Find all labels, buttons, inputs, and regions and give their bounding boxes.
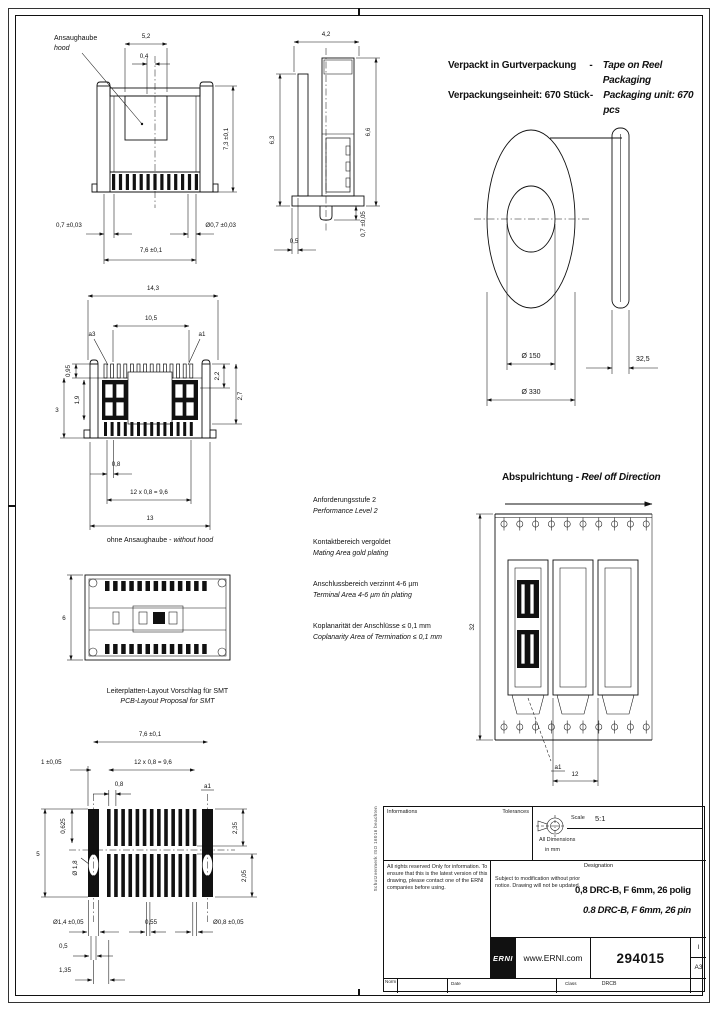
class-label: Class xyxy=(565,981,577,986)
tolerances-label: Tolerances xyxy=(502,809,529,815)
side-view xyxy=(262,18,397,268)
dim-tape-width xyxy=(469,514,493,740)
dim-text: 2,7 xyxy=(237,391,244,401)
fold-mark xyxy=(8,505,15,507)
dim-3 xyxy=(55,378,90,438)
heading-en: Reel off Direction xyxy=(581,472,661,483)
dim-outer-dia xyxy=(487,292,575,406)
fold-mark xyxy=(358,8,360,15)
date-label: Date xyxy=(451,981,461,986)
projection-symbol-icon xyxy=(536,815,566,837)
datum-text: a1 xyxy=(554,764,562,771)
heading-de: Abspulrichtung xyxy=(502,472,574,483)
dim-offset xyxy=(41,759,91,806)
dim-pitch-total xyxy=(109,759,195,770)
title-block xyxy=(383,806,705,992)
erni-logo xyxy=(491,938,516,979)
logo-text: ERNI xyxy=(493,953,513,963)
top-view-label xyxy=(75,536,245,545)
label-en: hood xyxy=(54,45,70,52)
legal-text: Subject to modification without prior notice. Drawing will not be updated. xyxy=(495,876,581,889)
empty-cell xyxy=(398,979,448,993)
datum-text: a1 xyxy=(204,783,211,790)
datum-a1 xyxy=(528,698,565,771)
sheet-size: A3 xyxy=(694,964,703,971)
note-de: Koplanarität der Anschlüsse ≤ 0,1 mm xyxy=(313,623,431,630)
pcb-layout-heading xyxy=(70,687,265,707)
dim-pitch xyxy=(93,781,131,806)
fold-mark xyxy=(358,989,360,996)
scale-value: 5:1 xyxy=(595,814,606,823)
dim-text: 7,3 ±0,1 xyxy=(223,127,230,151)
top-view-drawing xyxy=(55,548,260,693)
dim-pin-left xyxy=(56,194,132,264)
dim-2-2 xyxy=(200,364,230,388)
label-en: without hood xyxy=(173,537,214,544)
designation-label: Designation xyxy=(583,863,614,869)
designation-en: 0.8 DRC-B, F 6mm, 26 pin xyxy=(583,905,691,916)
divider xyxy=(567,828,703,829)
dim-text: 1,9 xyxy=(74,395,81,405)
dim-inner-width xyxy=(113,315,189,362)
dim-text: 12 x 0,8 = 9,6 xyxy=(130,489,168,496)
note-de: Anforderungsstufe 2 xyxy=(313,497,377,504)
sprocket-holes-bottom xyxy=(501,721,649,734)
dim-text: 4,2 xyxy=(321,31,331,38)
label-de: Ansaughaube xyxy=(54,35,98,42)
dim-text: 1 ±0,05 xyxy=(41,759,62,766)
dim-pad-width xyxy=(175,902,244,936)
dim-text: 0,95 xyxy=(65,364,72,378)
dim-text: 10,5 xyxy=(144,315,158,322)
dim-text: 12 xyxy=(571,771,579,778)
dim-6-6 xyxy=(356,58,380,206)
dim-text: 0,8 xyxy=(114,781,124,788)
dim-pin-right xyxy=(170,194,237,264)
dim-text: 7,6 ±0,1 xyxy=(139,247,163,254)
dim-text: Ø0,7 ±0,03 xyxy=(205,222,236,229)
front-view-detail xyxy=(42,272,257,537)
protection-note: Schutzvermerk ISO 16016 beachten xyxy=(373,806,378,892)
packaging-en: Packaging unit: 670 pcs xyxy=(603,90,694,116)
dim-6-3 xyxy=(269,74,296,206)
legal-cell xyxy=(384,861,491,979)
dim-text: 0,5 xyxy=(289,238,299,245)
dim-1-9 xyxy=(74,380,84,420)
dim-text: 3 xyxy=(55,407,59,414)
dim-0-55 xyxy=(129,902,166,936)
dim-5-2 xyxy=(125,33,167,92)
tape-diagram xyxy=(450,468,710,803)
heading-de: Leiterplatten-Layout Vorschlag für SMT xyxy=(106,688,229,695)
dim-text: 32,5 xyxy=(636,356,650,363)
dim-span xyxy=(104,247,196,260)
dim-text: Ø 1,8 xyxy=(72,860,79,876)
dim-text: 0,625 xyxy=(60,818,67,834)
website-cell xyxy=(516,938,591,979)
pads xyxy=(69,794,235,922)
sprocket-holes-top xyxy=(501,518,649,531)
dim-span xyxy=(94,731,208,742)
dim-text: 14,3 xyxy=(146,285,160,292)
dim-text: 7,6 ±0,1 xyxy=(138,731,162,738)
dim-text: 2,05 xyxy=(241,869,248,883)
dim-0-5 xyxy=(59,936,113,960)
pocket-1 xyxy=(508,560,548,714)
reel-side xyxy=(612,128,629,308)
dim-pin xyxy=(334,206,367,237)
dim-pocket-pitch xyxy=(553,698,598,786)
dim-text: 6,6 xyxy=(365,127,372,137)
front-view-with-hood xyxy=(48,22,243,272)
dim-text: 2,35 xyxy=(232,821,239,835)
dim-hole-width xyxy=(53,900,119,936)
revision-cell xyxy=(691,938,706,979)
connector-body xyxy=(84,360,216,438)
label-de: ohne Ansaughaube - xyxy=(106,537,172,544)
dim-pitch xyxy=(90,440,132,478)
legal-text: All rights reserved Only for information. To ensure that this is the latest version of this drawing, please contact one of the ERNI companies before using. xyxy=(387,864,488,891)
dim-hole xyxy=(72,858,89,876)
norm-label: Norm xyxy=(385,979,397,984)
separator: - xyxy=(589,90,593,101)
packaging-note xyxy=(448,58,708,118)
dim-reel-width xyxy=(586,310,658,374)
scale-label: Scale xyxy=(571,815,585,821)
dim-inner-dia xyxy=(507,224,555,370)
scale-cell xyxy=(533,807,706,861)
datum-text: a1 xyxy=(198,331,206,338)
reel-front xyxy=(474,130,622,308)
dim-text: 0,7 ±0,03 xyxy=(56,222,82,229)
dim-text: 0,4 xyxy=(139,53,149,60)
dim-text: 0,7 ±0,05 xyxy=(360,211,367,237)
contacts-top-row xyxy=(105,581,207,591)
dim-text: Ø0,8 ±0,05 xyxy=(213,919,244,926)
pcb-layout-drawing xyxy=(25,722,295,997)
informations-label: Informations xyxy=(387,809,418,815)
note-en: Performance Level 2 xyxy=(313,507,378,515)
dim-pitch-total xyxy=(107,440,191,504)
class-value: DRCB xyxy=(601,981,617,987)
dim-width-13 xyxy=(90,442,210,530)
part-number-cell xyxy=(591,938,691,979)
part-number: 294015 xyxy=(616,950,665,966)
empty-cell xyxy=(691,979,706,993)
datum-a1 xyxy=(201,783,214,790)
dim-0625 xyxy=(60,809,88,843)
dim-text: Ø1,4 ±0,05 xyxy=(53,919,84,926)
dim-depth-6 xyxy=(62,575,83,660)
note-en: Terminal Area 4-6 µm tin plating xyxy=(313,591,412,599)
dim-total-width xyxy=(88,285,218,360)
dim-text: 5,2 xyxy=(141,33,151,40)
pocket-2 xyxy=(553,560,593,714)
tape-outline xyxy=(495,514,652,740)
contact-comb xyxy=(112,174,198,190)
dimensions-note: in mm xyxy=(545,847,560,853)
revision: I xyxy=(691,938,706,958)
dim-text: 1,35 xyxy=(59,967,72,974)
website-text: www.ERNI.com xyxy=(523,953,583,963)
dim-text: 6 xyxy=(62,615,66,622)
connector-body xyxy=(92,56,218,208)
separator: - xyxy=(589,60,593,71)
packaging-de: Verpackungseinheit: 670 Stück xyxy=(448,90,590,101)
dim-text: 6,3 xyxy=(269,135,276,145)
dim-4-2 xyxy=(294,31,359,72)
date-cell xyxy=(448,979,557,993)
hood-label xyxy=(54,35,143,125)
packaging-en: Tape on Reel Packaging xyxy=(602,60,663,86)
dim-text: 5 xyxy=(36,851,40,858)
informations-cell xyxy=(384,807,533,861)
dim-0-95 xyxy=(65,364,98,378)
class-cell xyxy=(557,979,691,993)
dim-text: Ø 330 xyxy=(521,389,541,396)
dim-1-35 xyxy=(59,940,125,984)
datum-a1 xyxy=(188,331,206,365)
heading-en: PCB-Layout Proposal for SMT xyxy=(120,698,215,705)
packaging-line-1 xyxy=(448,58,708,88)
dim-text: 0,55 xyxy=(144,919,158,926)
packaging-de: Verpackt in Gurtverpackung xyxy=(448,60,577,71)
dim-text: 2,2 xyxy=(214,371,221,381)
contacts-bottom-row xyxy=(105,644,207,654)
dim-text: 32 xyxy=(469,623,476,631)
datum-text: a3 xyxy=(88,331,96,338)
designation-de: 0,8 DRC-B, F 6mm, 26 polig xyxy=(575,885,691,896)
dim-text: 0,5 xyxy=(59,943,68,950)
dim-text: 13 xyxy=(146,515,154,522)
dim-text: Ø 150 xyxy=(521,353,541,360)
reel-drawing xyxy=(462,112,707,417)
dim-text: 12 x 0,8 = 9,6 xyxy=(134,759,172,766)
profile-body xyxy=(292,48,364,232)
dim-text: 0,8 xyxy=(111,461,121,468)
pocket-3 xyxy=(598,560,638,714)
note-en: Coplanarity Area of Termination ≤ 0,1 mm xyxy=(313,633,442,641)
dim-height xyxy=(215,86,237,192)
designation-cell xyxy=(491,861,706,938)
note-de: Anschlussbereich verzinnt 4-6 µm xyxy=(313,581,419,588)
norm-cell xyxy=(384,979,398,993)
dimensions-note: All Dimensions xyxy=(539,837,576,843)
separator: - xyxy=(575,472,579,483)
note-en: Mating Area gold plating xyxy=(313,549,389,557)
note-de: Kontaktbereich vergoldet xyxy=(313,539,391,546)
